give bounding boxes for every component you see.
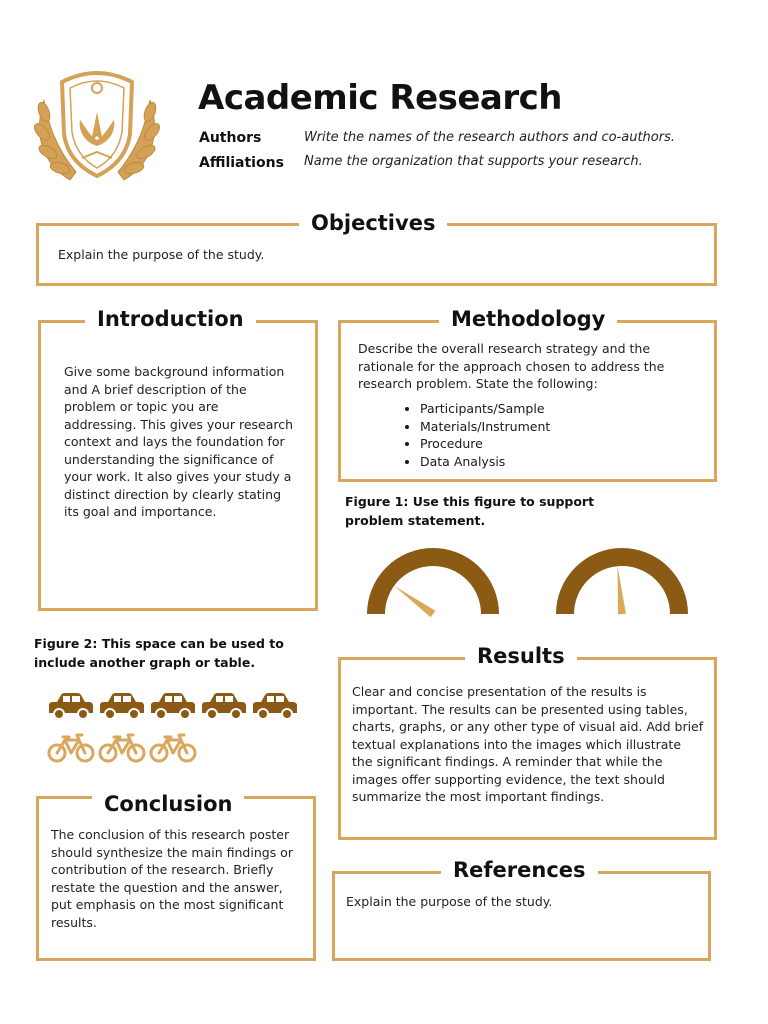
figure1-caption: Figure 1: Use this figure to support problem statement. [345,494,595,528]
introduction-text: Give some background information and A brief description of the problem or topic you are addressing. This gives your research context and lays the foundation for understanding the significance of your work. It also gives your study a distinct direction by clearly stating its goal and importance. [64,364,294,519]
page-title: Academic Research [198,78,562,118]
pictogram-svg [44,690,314,770]
gauges-svg [350,538,710,618]
crest-laurel-icon [30,62,164,196]
methodology-item: • Data Analysis [420,453,550,471]
gauge-needle [394,586,435,617]
conclusion-heading: Conclusion [92,791,244,817]
gauge [565,557,679,614]
objectives-text: Explain the purpose of the study. [58,247,265,262]
authors-value: Write the names of the research authors and co-authors. [304,130,675,145]
bicycle-icon [49,735,93,761]
methodology-item: • Participants/Sample [420,400,550,418]
car-icon [100,693,144,719]
results-heading: Results [465,643,577,669]
references-text: Explain the purpose of the study. [346,894,553,909]
affiliations-label: Affiliations [199,155,284,171]
bicycle-icon [151,735,195,761]
objectives-heading: Objectives [299,210,447,236]
references-heading: References [441,857,598,883]
methodology-item: • Procedure [420,435,550,453]
methodology-text: Describe the overall research strategy and the rationale for the approach chosen to address the research problem. State the following: [358,341,665,391]
conclusion-text: The conclusion of this research poster should synthesize the main findings or contribution of the research. Briefly restate the question and the answer, put emphasis on the most significant results. [51,827,293,930]
results-text: Clear and concise presentation of the results is important. The results can be presented using tables, charts, graphs, or any other type of visual aid. Add brief textual explanations into the images which illustrate the significant findings. A reminder that while the images offer supporting evidence, the text should summarize the most important findings. [352,684,704,804]
car-icon [202,693,246,719]
methodology-heading: Methodology [439,306,617,332]
figure2-pictogram [44,690,314,770]
methodology-list [402,400,550,470]
gauge [376,557,490,617]
gauge-needle [617,566,625,614]
figure2-caption: Figure 2: This space can be used to include another graph or table. [34,636,284,670]
crest-logo [30,62,164,196]
bicycle-icon [100,735,144,761]
authors-label: Authors [199,130,262,146]
car-icon [253,693,297,719]
gauge-arc [376,557,490,614]
introduction-heading: Introduction [85,306,256,332]
car-icon [49,693,93,719]
figure1-gauges [350,538,710,618]
affiliations-value: Name the organization that supports your research. [304,154,643,169]
methodology-item: • Materials/Instrument [420,418,550,436]
references-box [332,871,711,961]
car-icon [151,693,195,719]
